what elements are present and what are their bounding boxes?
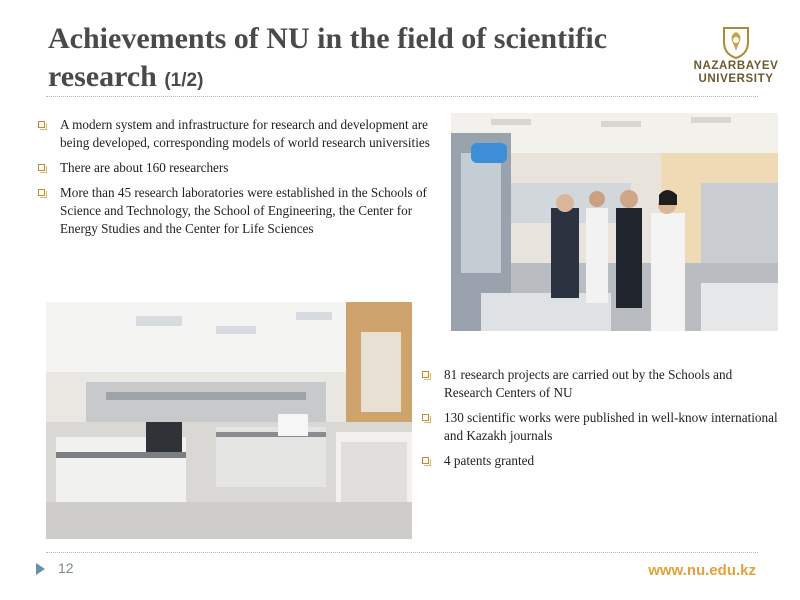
slide-number: 12 bbox=[58, 560, 74, 576]
logo-text-line1: NAZARBAYEV bbox=[693, 60, 779, 72]
website-link[interactable]: www.nu.edu.kz bbox=[648, 562, 756, 579]
research-lab-photo bbox=[46, 302, 412, 539]
bullet-text: There are about 160 researchers bbox=[60, 160, 229, 175]
footer-divider bbox=[46, 552, 758, 553]
list-item bbox=[34, 159, 444, 177]
list-item bbox=[418, 366, 778, 402]
bullet-list-bottom bbox=[418, 366, 778, 477]
bullet-text: 81 research projects are carried out by the Schools and Research Centers of NU bbox=[444, 367, 733, 400]
title-divider bbox=[46, 96, 758, 97]
bullet-square-icon bbox=[38, 164, 45, 171]
bullet-square-icon bbox=[422, 457, 429, 464]
university-logo bbox=[688, 26, 784, 86]
list-item bbox=[418, 409, 778, 445]
bullet-text: 130 scientific works were published in well-know international and Kazakh journals bbox=[444, 410, 778, 443]
list-item bbox=[34, 116, 444, 152]
logo-text-line2: UNIVERSITY bbox=[698, 73, 774, 85]
bullet-square-icon bbox=[422, 414, 429, 421]
bullet-text: A modern system and infrastructure for research and development are being developed, corresponding models of world research universities bbox=[60, 117, 430, 150]
list-item bbox=[418, 452, 778, 470]
bullet-square-icon bbox=[38, 121, 45, 128]
slide-title bbox=[48, 20, 668, 100]
bullet-list-top bbox=[34, 116, 444, 245]
bullet-text: More than 45 research laboratories were established in the Schools of Science and Technology, the School of Engineering, the Center for Energy Studies and the Center for Life Sciences bbox=[60, 185, 427, 236]
list-item bbox=[34, 184, 444, 238]
bullet-text: 4 patents granted bbox=[444, 453, 535, 468]
bullet-square-icon bbox=[38, 189, 45, 196]
slide-title-suffix: (1/2) bbox=[164, 70, 204, 91]
arrow-right-icon bbox=[36, 563, 45, 575]
lab-visit-photo bbox=[451, 113, 778, 331]
slide-title-main: Achievements of NU in the field of scientific research bbox=[48, 22, 608, 93]
nu-emblem-icon bbox=[721, 26, 751, 60]
bullet-square-icon bbox=[422, 371, 429, 378]
